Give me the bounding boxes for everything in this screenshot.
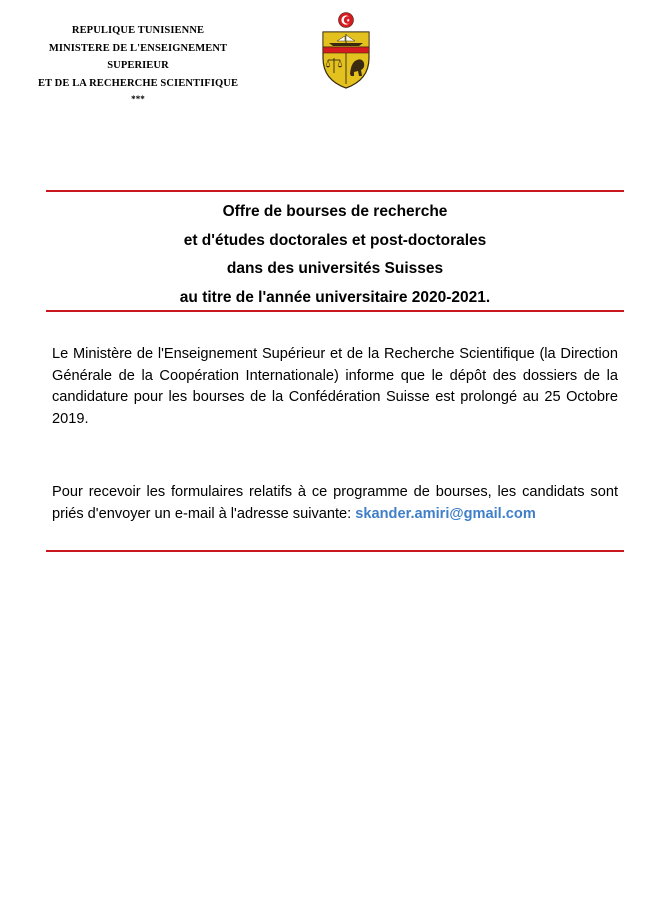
announcement-paragraph: Le Ministère de l'Enseignement Supérieur et de la Recherche Scientifique (la Direction Générale de la Coopération Internationale) informe que le dépôt des dossiers de la candidature pour les bourses de la Confédération Suisse est prolongé au 25 Octobre 2019. bbox=[52, 346, 618, 427]
bottom-divider bbox=[46, 550, 624, 552]
header-stars: *** bbox=[131, 94, 145, 104]
title-line-3: dans des universités Suisses bbox=[226, 260, 444, 277]
title-divider bbox=[46, 310, 624, 312]
ministry-header bbox=[20, 22, 256, 106]
header-line-republic: REPULIQUE TUNISIENNE bbox=[71, 25, 205, 36]
title-line-4: au titre de l'année universitaire 2020-2021. bbox=[179, 288, 491, 306]
top-divider bbox=[46, 190, 624, 192]
contact-paragraph bbox=[52, 482, 618, 525]
email-link[interactable]: skander.amiri@gmail.com bbox=[355, 505, 536, 522]
title-line-1: Offre de bourses de recherche bbox=[222, 203, 448, 220]
contact-text: Pour recevoir les formulaires relatifs à ce programme de bourses, les candidats sont priés d'envoyer un e-mail à l'adresse suivante: bbox=[52, 484, 618, 522]
header-line-research: ET DE LA RECHERCHE SCIENTIFIQUE bbox=[37, 77, 239, 89]
header-line-superieur: SUPERIEUR bbox=[107, 60, 169, 71]
announcement-title bbox=[46, 198, 624, 312]
header-line-ministry: MINISTERE DE L'ENSEIGNEMENT bbox=[48, 42, 228, 54]
title-line-2: et d'études doctorales et post-doctorales bbox=[183, 231, 487, 249]
tunisia-coat-of-arms-icon bbox=[315, 10, 377, 90]
